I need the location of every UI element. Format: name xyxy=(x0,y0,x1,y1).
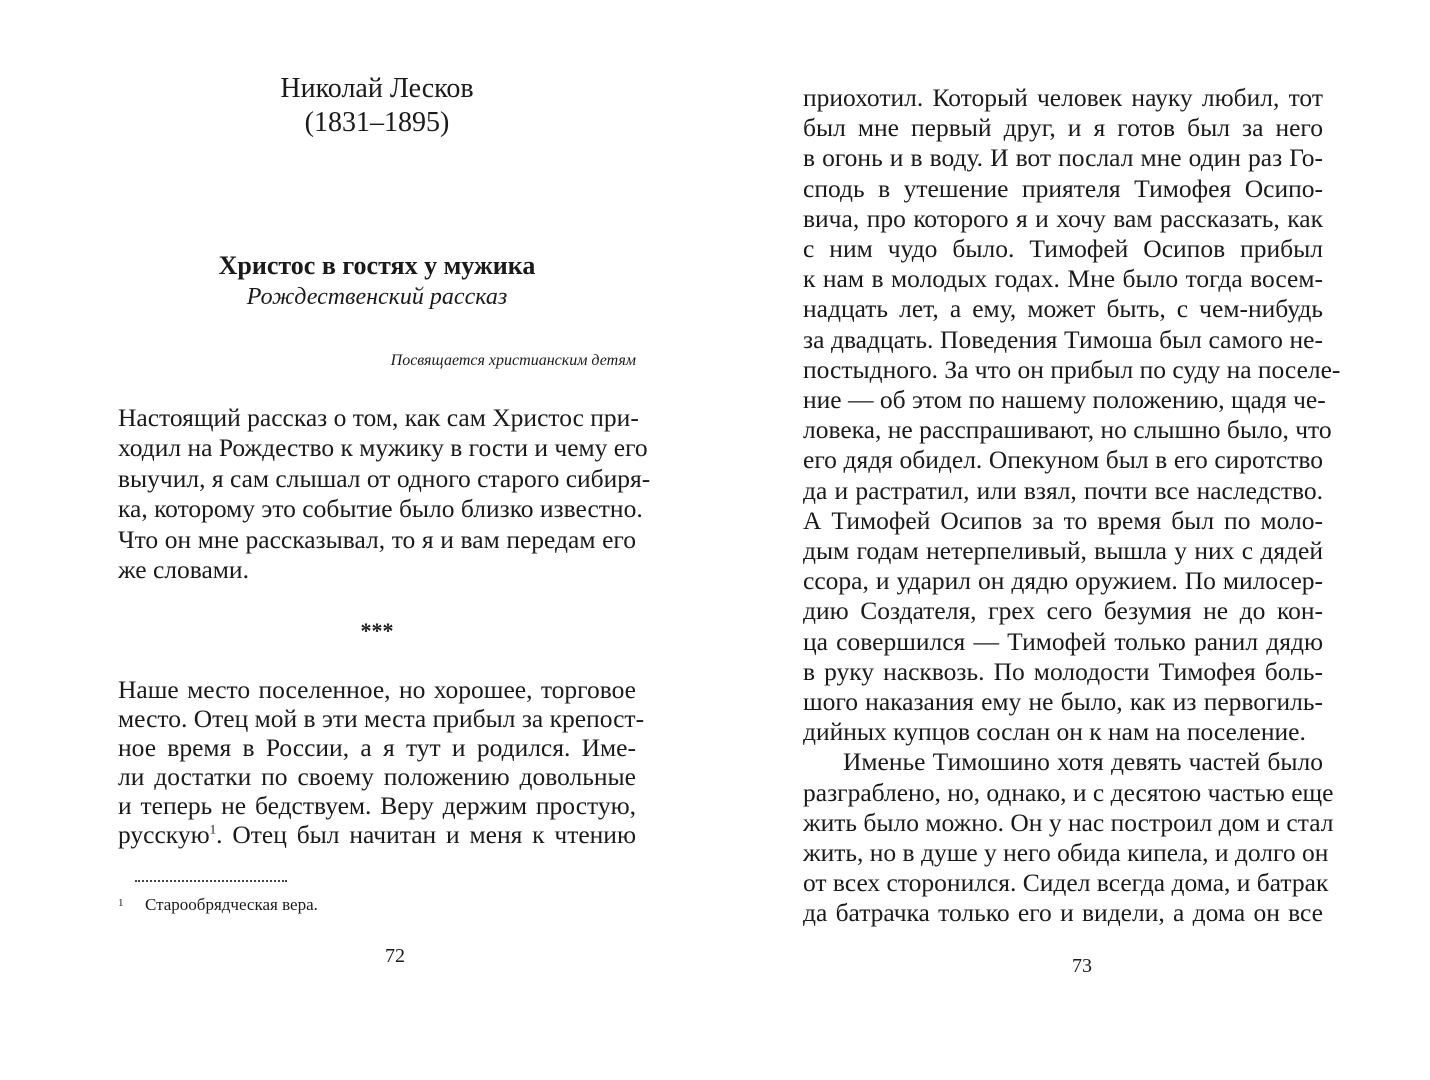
text-line: шого наказания ему не было, как из первогиль- xyxy=(803,687,1323,716)
story-subtitle: Рождественский рассказ xyxy=(246,284,508,310)
text-line: разграблено, но, однако, и с десятою частью еще xyxy=(803,777,1334,807)
text-line: Именье Тимошино хотя девять частей было xyxy=(843,747,1323,777)
text-line: да и растратил, или взял, почти все наследство. xyxy=(803,475,1323,505)
text-line: сподь в утешение приятеля Тимофея Осипо- xyxy=(803,173,1323,203)
text-line: дию Создателя, грех сего безумия не до кон- xyxy=(803,596,1323,626)
text-line xyxy=(118,820,636,850)
text-fragment: русскую xyxy=(118,820,210,849)
author-years: (1831–1895) xyxy=(304,107,450,138)
text-line: постыдного. За что он прибыл по суду на поселе- xyxy=(803,354,1341,384)
dedication: Посвящается христианским детям xyxy=(390,352,636,369)
page-number-right: 73 xyxy=(1072,955,1092,977)
text-line: ние — об этом по нашему положению, щадя че- xyxy=(803,385,1326,414)
text-line: и теперь не бедствуем. Веру держим простую, xyxy=(118,791,636,820)
text-line: жить, но в душе у него обида кипела, и долго он xyxy=(803,838,1329,867)
author-block xyxy=(177,72,577,140)
author-name: Николай Лесков xyxy=(280,73,474,104)
text-line: А Тимофей Осипов за то время был по моло- xyxy=(803,505,1323,535)
text-line: жить было можно. Он у нас построил дом и стал xyxy=(803,807,1334,837)
text-line: же словами. xyxy=(118,555,249,584)
text-line: Что он мне рассказывал, то я и вам передам его xyxy=(118,524,636,554)
text-line: ловека, не расспрашивают, но слышно было, что xyxy=(803,415,1332,445)
text-line: в огонь и в воду. И вот послал мне один раз Го- xyxy=(803,143,1323,173)
text-line: ца совершился — Тимофей только ранил дядю xyxy=(803,626,1323,656)
text-line: дийных купцов сослан он к нам на поселение. xyxy=(803,717,1306,747)
text-line: вича, про которого я и хочу вам рассказать, как xyxy=(803,203,1323,233)
text-line: был мне первый друг, и я готов был за него xyxy=(803,113,1323,143)
text-line: приохотил. Который человек науку любил, тот xyxy=(803,83,1323,112)
text-line: ходил на Рождество к мужику в гости и чему его xyxy=(118,433,648,463)
text-line: надцать лет, а ему, может быть, с чем-нибудь xyxy=(803,294,1323,324)
section-separator: *** xyxy=(360,618,394,643)
footnote-reference[interactable]: 1 xyxy=(209,821,217,837)
text-line: за двадцать. Поведения Тимоша был самого не- xyxy=(803,324,1323,354)
text-line: в руку насквозь. По молодости Тимофея боль- xyxy=(803,656,1323,686)
text-line: выучил, я сам слышал от одного старого сибиря- xyxy=(118,463,651,493)
text-line: его дядя обидел. Опекуном был в его сиротство xyxy=(803,445,1323,475)
page-number-left: 72 xyxy=(385,945,405,967)
text-line: с ним чудо было. Тимофей Осипов прибыл xyxy=(803,234,1323,263)
footnote-divider xyxy=(135,880,287,882)
text-line: Наше место поселенное, но хорошее, торговое xyxy=(118,675,636,704)
text-line: дым годам нетерпеливый, вышла у них с дядей xyxy=(803,536,1323,565)
story-title: Христос в гостях у мужика xyxy=(218,251,536,280)
text-line: ссора, и ударил он дядю оружием. По милосер- xyxy=(803,566,1323,596)
text-line: ка, которому это событие было близко известно. xyxy=(118,494,643,524)
text-line: да батрачка только его и видели, а дома он все xyxy=(803,898,1323,928)
footnote-number: 1 xyxy=(118,897,124,909)
text-fragment: . Отец был начитан и меня к чтению xyxy=(216,820,636,849)
text-line: от всех сторонился. Сидел всегда дома, и батрак xyxy=(803,868,1329,898)
footnote-text: Старообрядческая вера. xyxy=(145,895,318,914)
text-line: ли достатки по своему положению довольные xyxy=(118,762,636,791)
text-line: место. Отец мой в эти места прибыл за крепост- xyxy=(118,704,645,733)
text-line: к нам в молодых годах. Мне было тогда восем- xyxy=(803,264,1323,294)
text-line: Настоящий рассказ о том, как сам Христос при- xyxy=(118,403,639,432)
text-line: ное время в России, а я тут и родился. Име- xyxy=(118,733,636,762)
